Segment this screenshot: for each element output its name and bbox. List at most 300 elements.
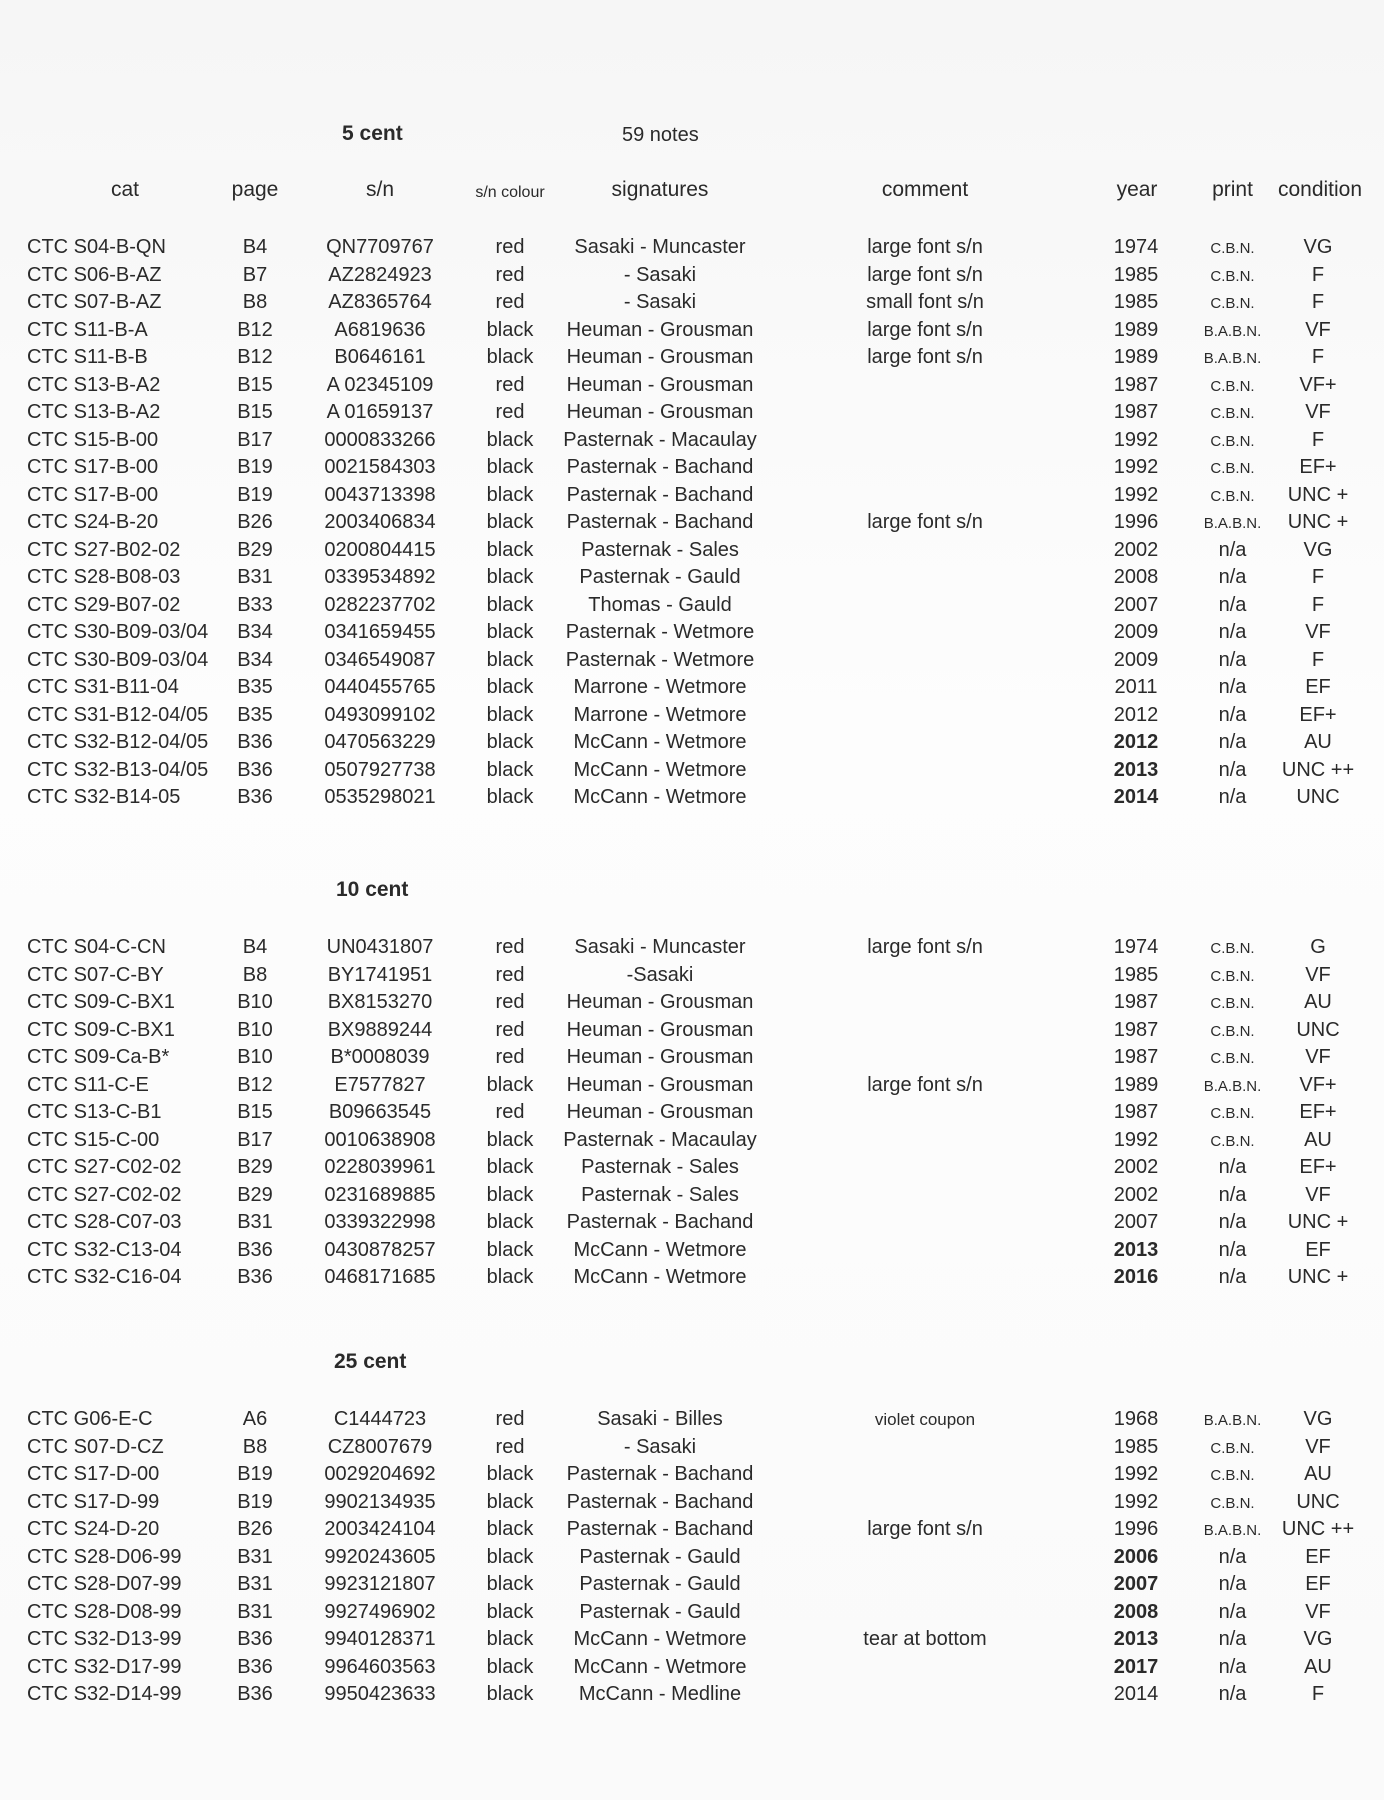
cell-condition: VF [1305, 318, 1331, 341]
cell-condition: VF+ [1299, 1073, 1337, 1096]
table-row [0, 1408, 1384, 1436]
cell-condition: VG [1303, 236, 1333, 258]
cell-page: B34 [237, 621, 273, 643]
cell-print: B.A.B.N. [1203, 1412, 1262, 1429]
cell-print: n/a [1218, 1655, 1247, 1678]
cell-cat: CTC S07-B-AZ [27, 291, 162, 313]
cell-year: 1996 [1113, 511, 1159, 533]
cell-year: 1985 [1113, 1435, 1159, 1458]
cell-cat: CTC S17-D-99 [27, 1490, 160, 1513]
cell-sn-colour: black [486, 1073, 534, 1096]
cell-page: B31 [237, 566, 273, 588]
cell-condition: VF [1305, 401, 1331, 423]
cell-sn-colour: red [495, 401, 525, 423]
cell-print: n/a [1218, 758, 1247, 781]
cell-signatures: - Sasaki [623, 291, 697, 313]
cell-sn-colour: black [486, 1683, 534, 1705]
table-row [0, 594, 1384, 622]
cell-sn-colour: black [486, 621, 534, 643]
cell-condition: AU [1304, 1655, 1332, 1678]
cell-page: A6 [242, 1408, 268, 1430]
cell-condition: EF [1305, 676, 1331, 698]
cell-cat: CTC S30-B09-03/04 [27, 621, 209, 643]
cell-page: B8 [242, 291, 268, 313]
cell-sn-colour: black [486, 1600, 534, 1623]
cell-condition: UNC [1296, 1018, 1340, 1041]
cell-print: C.B.N. [1210, 377, 1255, 395]
cell-sn-colour: black [486, 1183, 534, 1206]
cell-page: B26 [237, 511, 273, 533]
cell-year: 2009 [1113, 648, 1159, 671]
cell-condition: EF [1305, 1238, 1331, 1261]
cell-serial-number: 0507927738 [324, 758, 436, 781]
cell-print: n/a [1218, 676, 1247, 698]
table-row [0, 346, 1384, 374]
cell-cat: CTC S29-B07-02 [27, 593, 181, 616]
cell-condition: F [1311, 566, 1325, 588]
cell-condition: VF+ [1299, 373, 1337, 396]
cell-signatures: Heuman - Grousman [566, 1046, 754, 1068]
table-row [0, 1518, 1384, 1546]
cell-year: 2007 [1113, 593, 1159, 616]
cell-cat: CTC S27-C02-02 [27, 1156, 182, 1178]
col-header-sn-colour: s/n colour [475, 184, 545, 201]
cell-cat: CTC S15-C-00 [27, 1128, 160, 1151]
cell-serial-number: 0468171685 [324, 1266, 436, 1288]
cell-serial-number: 9920243605 [324, 1545, 436, 1568]
cell-serial-number: 0200804415 [324, 538, 436, 561]
cell-print: C.B.N. [1210, 295, 1255, 312]
cell-sn-colour: black [486, 1211, 534, 1233]
cell-print: C.B.N. [1210, 1105, 1255, 1122]
cell-cat: CTC S28-D07-99 [27, 1573, 182, 1595]
section-title-10-cent: 10 cent [336, 878, 409, 901]
cell-condition: AU [1304, 991, 1332, 1013]
cell-signatures: Pasternak - Sales [581, 538, 739, 561]
cell-page: B4 [242, 936, 268, 958]
cell-print: C.B.N. [1210, 1439, 1255, 1457]
cell-year: 1992 [1113, 1490, 1159, 1513]
cell-print: B.A.B.N. [1203, 515, 1262, 532]
table-row [0, 1184, 1384, 1212]
cell-cat: CTC S27-B02-02 [27, 538, 181, 561]
cell-sn-colour: red [495, 1435, 525, 1458]
cell-serial-number: 2003406834 [324, 511, 436, 533]
cell-year: 2009 [1113, 621, 1159, 643]
cell-sn-colour: black [486, 1655, 534, 1678]
cell-condition: VG [1303, 1408, 1333, 1430]
col-header-page: page [231, 178, 279, 201]
cell-sn-colour: black [486, 1238, 534, 1261]
table-row [0, 1239, 1384, 1267]
col-header-comment: comment [881, 178, 969, 201]
cell-signatures: McCann - Wetmore [573, 758, 747, 781]
cell-sn-colour: black [486, 731, 534, 753]
cell-serial-number: 0440455765 [324, 676, 436, 698]
table-row [0, 1129, 1384, 1157]
cell-signatures: Sasaki - Muncaster [574, 936, 746, 958]
table-10-cent [0, 936, 1384, 1294]
cell-serial-number: B0646161 [334, 346, 426, 368]
cell-page: B29 [237, 1156, 273, 1178]
table-row [0, 539, 1384, 567]
table-row [0, 511, 1384, 539]
cell-page: B19 [237, 456, 273, 478]
cell-condition: AU [1304, 731, 1332, 753]
cell-year: 2002 [1113, 1183, 1159, 1206]
cell-print: n/a [1218, 538, 1247, 561]
table-row [0, 236, 1384, 264]
cell-year: 1968 [1113, 1408, 1159, 1430]
table-row [0, 759, 1384, 787]
cell-signatures: McCann - Medline [578, 1683, 742, 1705]
cell-signatures: Pasternak - Bachand [566, 483, 754, 506]
cell-condition: VF [1305, 1435, 1331, 1458]
cell-cat: CTC S28-C07-03 [27, 1211, 182, 1233]
cell-print: C.B.N. [1210, 967, 1255, 985]
cell-sn-colour: red [495, 991, 525, 1013]
cell-page: B33 [237, 593, 273, 616]
cell-cat: CTC S09-Ca-B* [27, 1046, 170, 1068]
cell-signatures: Pasternak - Bachand [566, 456, 754, 478]
cell-sn-colour: black [486, 593, 534, 616]
cell-cat: CTC S32-D13-99 [27, 1628, 182, 1650]
cell-print: C.B.N. [1210, 487, 1255, 505]
cell-print: n/a [1218, 1266, 1247, 1288]
cell-year: 2008 [1113, 1600, 1159, 1623]
cell-year: 1987 [1113, 373, 1159, 396]
cell-serial-number: BX9889244 [327, 1018, 433, 1041]
cell-print: n/a [1218, 703, 1247, 726]
cell-print: B.A.B.N. [1203, 322, 1262, 340]
cell-serial-number: 0021584303 [324, 456, 436, 478]
cell-signatures: McCann - Wetmore [573, 731, 747, 753]
cell-sn-colour: black [486, 1266, 534, 1288]
cell-signatures: Pasternak - Wetmore [565, 648, 755, 671]
cell-signatures: Pasternak - Gauld [579, 1600, 741, 1623]
cell-page: B19 [237, 1463, 273, 1485]
table-row [0, 1436, 1384, 1464]
cell-page: B36 [237, 786, 273, 808]
section-title-5-cent: 5 cent [342, 122, 403, 145]
cell-cat: CTC S04-C-CN [27, 936, 166, 958]
cell-page: B10 [237, 1018, 273, 1041]
cell-page: B35 [237, 703, 273, 726]
cell-cat: CTC S24-B-20 [27, 511, 159, 533]
cell-page: B10 [237, 1046, 273, 1068]
cell-print: n/a [1218, 1183, 1247, 1206]
cell-serial-number: A 01659137 [326, 401, 434, 423]
cell-signatures: Heuman - Grousman [566, 318, 754, 341]
cell-page: B36 [237, 1655, 273, 1678]
cell-signatures: Heuman - Grousman [566, 373, 754, 396]
cell-cat: CTC S28-D08-99 [27, 1600, 182, 1623]
cell-signatures: Pasternak - Bachand [566, 1463, 754, 1485]
cell-signatures: Heuman - Grousman [566, 1101, 754, 1123]
cell-page: B29 [237, 538, 273, 561]
cell-page: B12 [237, 318, 273, 341]
cell-condition: EF [1305, 1573, 1331, 1595]
cell-serial-number: 2003424104 [324, 1518, 436, 1540]
cell-cat: CTC S31-B12-04/05 [27, 703, 209, 726]
cell-serial-number: 9950423633 [324, 1683, 436, 1705]
cell-year: 1996 [1113, 1518, 1159, 1540]
col-header-year: year [1116, 178, 1158, 201]
cell-sn-colour: black [486, 456, 534, 478]
cell-condition: UNC ++ [1281, 758, 1355, 781]
cell-serial-number: 0339322998 [324, 1211, 436, 1233]
cell-sn-colour: red [495, 1018, 525, 1041]
cell-serial-number: 0000833266 [324, 428, 436, 451]
cell-sn-colour: black [486, 1128, 534, 1151]
cell-year: 1985 [1113, 963, 1159, 986]
cell-signatures: Heuman - Grousman [566, 401, 754, 423]
cell-serial-number: 0231689885 [324, 1183, 436, 1206]
cell-year: 1989 [1113, 1073, 1159, 1096]
cell-sn-colour: black [486, 1156, 534, 1178]
cell-cat: CTC S28-D06-99 [27, 1545, 182, 1568]
cell-signatures: Pasternak - Bachand [566, 1211, 754, 1233]
cell-page: B31 [237, 1600, 273, 1623]
cell-signatures: Pasternak - Gauld [579, 566, 741, 588]
cell-cat: CTC S32-B13-04/05 [27, 758, 209, 781]
note-count: 59 notes [622, 124, 699, 146]
cell-sn-colour: black [486, 346, 534, 368]
cell-sn-colour: black [486, 428, 534, 451]
cell-cat: CTC S07-C-BY [27, 963, 164, 986]
cell-cat: CTC S32-B14-05 [27, 786, 181, 808]
cell-serial-number: B*0008039 [330, 1046, 430, 1068]
cell-cat: CTC S30-B09-03/04 [27, 648, 209, 671]
cell-year: 2013 [1113, 758, 1159, 781]
cell-serial-number: BY1741951 [327, 963, 433, 986]
cell-sn-colour: black [486, 1518, 534, 1540]
cell-condition: UNC + [1287, 511, 1349, 533]
cell-print: B.A.B.N. [1203, 1522, 1262, 1539]
cell-page: B15 [237, 401, 273, 423]
cell-condition: EF+ [1299, 1101, 1337, 1123]
cell-year: 2017 [1113, 1655, 1159, 1678]
col-header-cat: cat [110, 178, 139, 201]
cell-year: 2013 [1113, 1628, 1159, 1650]
cell-condition: VF [1305, 621, 1331, 643]
cell-condition: F [1311, 291, 1325, 313]
cell-condition: VF [1305, 1046, 1331, 1068]
cell-signatures: Pasternak - Sales [581, 1183, 739, 1206]
cell-print: C.B.N. [1210, 405, 1255, 422]
cell-signatures: Pasternak - Gauld [579, 1545, 741, 1568]
cell-sn-colour: black [486, 758, 534, 781]
cell-page: B31 [237, 1573, 273, 1595]
table-row [0, 1628, 1384, 1656]
cell-print: C.B.N. [1210, 1132, 1255, 1150]
cell-cat: CTC S13-C-B1 [27, 1101, 162, 1123]
table-row [0, 319, 1384, 347]
cell-signatures: McCann - Wetmore [573, 786, 747, 808]
cell-print: C.B.N. [1210, 460, 1255, 477]
cell-print: n/a [1218, 1156, 1247, 1178]
cell-signatures: Heuman - Grousman [566, 1073, 754, 1096]
cell-sn-colour: red [495, 936, 525, 958]
cell-year: 2007 [1113, 1211, 1159, 1233]
cell-sn-colour: black [486, 648, 534, 671]
cell-year: 1987 [1113, 401, 1159, 423]
cell-signatures: Heuman - Grousman [566, 1018, 754, 1041]
cell-serial-number: 9927496902 [324, 1600, 436, 1623]
cell-condition: F [1311, 428, 1325, 451]
cell-condition: EF [1305, 1545, 1331, 1568]
cell-comment: large font s/n [867, 346, 983, 368]
cell-comment: large font s/n [867, 318, 983, 341]
cell-condition: VF [1305, 1600, 1331, 1623]
cell-print: C.B.N. [1210, 1494, 1255, 1512]
cell-print: n/a [1218, 648, 1247, 671]
cell-signatures: McCann - Wetmore [573, 1655, 747, 1678]
cell-cat: CTC S11-B-B [27, 346, 148, 368]
cell-page: B26 [237, 1518, 273, 1540]
cell-page: B15 [237, 373, 273, 396]
cell-year: 2006 [1113, 1545, 1159, 1568]
cell-sn-colour: red [495, 1101, 525, 1123]
cell-sn-colour: black [486, 703, 534, 726]
cell-signatures: Heuman - Grousman [566, 991, 754, 1013]
cell-serial-number: A 02345109 [326, 373, 434, 396]
cell-year: 1974 [1113, 236, 1159, 258]
cell-sn-colour: red [495, 236, 525, 258]
cell-sn-colour: black [486, 1490, 534, 1513]
col-header-signatures: signatures [611, 178, 709, 201]
cell-signatures: Marrone - Wetmore [573, 703, 747, 726]
cell-page: B8 [242, 1435, 268, 1458]
cell-condition: VF [1305, 963, 1331, 986]
col-header-sn: s/n [365, 178, 394, 201]
cell-cat: CTC S17-B-00 [27, 456, 159, 478]
cell-signatures: Thomas - Gauld [588, 593, 732, 616]
cell-serial-number: 0010638908 [324, 1128, 436, 1151]
cell-year: 1974 [1113, 936, 1159, 958]
cell-print: n/a [1218, 566, 1247, 588]
cell-print: C.B.N. [1210, 940, 1255, 957]
cell-signatures: Heuman - Grousman [566, 346, 754, 368]
table-row [0, 264, 1384, 292]
cell-serial-number: AZ2824923 [328, 263, 432, 286]
table-row [0, 1101, 1384, 1129]
cell-cat: CTC G06-E-C [27, 1408, 153, 1430]
cell-serial-number: 0535298021 [324, 786, 436, 808]
cell-serial-number: UN0431807 [326, 936, 434, 958]
cell-serial-number: 9964603563 [324, 1655, 436, 1678]
cell-signatures: Marrone - Wetmore [573, 676, 747, 698]
cell-signatures: Pasternak - Bachand [566, 1518, 754, 1540]
cell-page: B35 [237, 676, 273, 698]
cell-year: 1992 [1113, 428, 1159, 451]
cell-year: 1987 [1113, 1018, 1159, 1041]
cell-serial-number: 0029204692 [324, 1463, 436, 1485]
cell-page: B36 [237, 1238, 273, 1261]
cell-condition: AU [1304, 1463, 1332, 1485]
cell-condition: EF+ [1299, 703, 1337, 726]
table-row [0, 1211, 1384, 1239]
cell-signatures: McCann - Wetmore [573, 1628, 747, 1650]
cell-year: 2011 [1114, 676, 1158, 698]
cell-sn-colour: black [486, 511, 534, 533]
table-row [0, 621, 1384, 649]
cell-year: 1989 [1113, 318, 1159, 341]
cell-cat: CTC S07-D-CZ [27, 1435, 164, 1458]
cell-year: 1985 [1113, 291, 1159, 313]
cell-cat: CTC S13-B-A2 [27, 373, 161, 396]
cell-print: C.B.N. [1210, 1467, 1255, 1484]
cell-condition: F [1311, 346, 1325, 368]
cell-page: B29 [237, 1183, 273, 1206]
cell-cat: CTC S32-D14-99 [27, 1683, 182, 1705]
cell-cat: CTC S15-B-00 [27, 428, 159, 451]
cell-condition: VF [1305, 1183, 1331, 1206]
cell-sn-colour: black [486, 1628, 534, 1650]
cell-print: n/a [1218, 1545, 1247, 1568]
cell-print: C.B.N. [1210, 240, 1255, 257]
table-row [0, 1656, 1384, 1684]
table-row [0, 1491, 1384, 1519]
cell-sn-colour: black [486, 566, 534, 588]
cell-sn-colour: black [486, 1463, 534, 1485]
table-row [0, 991, 1384, 1019]
cell-page: B31 [237, 1545, 273, 1568]
table-row [0, 401, 1384, 429]
section-title-25-cent: 25 cent [334, 1350, 407, 1373]
cell-serial-number: 9902134935 [324, 1490, 436, 1513]
cell-serial-number: 0043713398 [324, 483, 436, 506]
cell-condition: UNC + [1287, 483, 1349, 506]
cell-sn-colour: red [495, 263, 525, 286]
cell-page: B19 [237, 1490, 273, 1513]
cell-signatures: McCann - Wetmore [573, 1266, 747, 1288]
cell-cat: CTC S11-C-E [27, 1073, 149, 1096]
cell-serial-number: A6819636 [334, 318, 426, 341]
cell-print: n/a [1218, 593, 1247, 616]
cell-year: 1992 [1113, 1463, 1159, 1485]
col-header-print: print [1212, 178, 1253, 201]
cell-cat: CTC S27-C02-02 [27, 1183, 182, 1206]
table-row [0, 786, 1384, 814]
cell-year: 2013 [1113, 1238, 1159, 1261]
cell-year: 2014 [1113, 1683, 1159, 1705]
cell-print: B.A.B.N. [1203, 350, 1262, 367]
cell-print: C.B.N. [1210, 267, 1255, 285]
table-row [0, 649, 1384, 677]
table-row [0, 456, 1384, 484]
cell-cat: CTC S09-C-BX1 [27, 991, 175, 1013]
cell-signatures: McCann - Wetmore [573, 1238, 747, 1261]
cell-year: 2002 [1113, 538, 1159, 561]
cell-condition: UNC ++ [1281, 1518, 1355, 1540]
cell-comment: violet coupon [874, 1410, 976, 1429]
cell-serial-number: 9923121807 [324, 1573, 436, 1595]
table-row [0, 704, 1384, 732]
cell-condition: F [1311, 648, 1325, 671]
cell-signatures: Pasternak - Macaulay [563, 1128, 757, 1151]
cell-signatures: - Sasaki [623, 1435, 697, 1458]
cell-sn-colour: red [495, 291, 525, 313]
cell-signatures: Pasternak - Bachand [566, 511, 754, 533]
cell-print: n/a [1218, 1238, 1247, 1261]
cell-serial-number: AZ8365764 [328, 291, 432, 313]
cell-comment: large font s/n [867, 263, 983, 286]
table-row [0, 1156, 1384, 1184]
cell-sn-colour: black [486, 1573, 534, 1595]
cell-condition: VG [1303, 538, 1333, 561]
cell-cat: CTC S04-B-QN [27, 236, 166, 258]
